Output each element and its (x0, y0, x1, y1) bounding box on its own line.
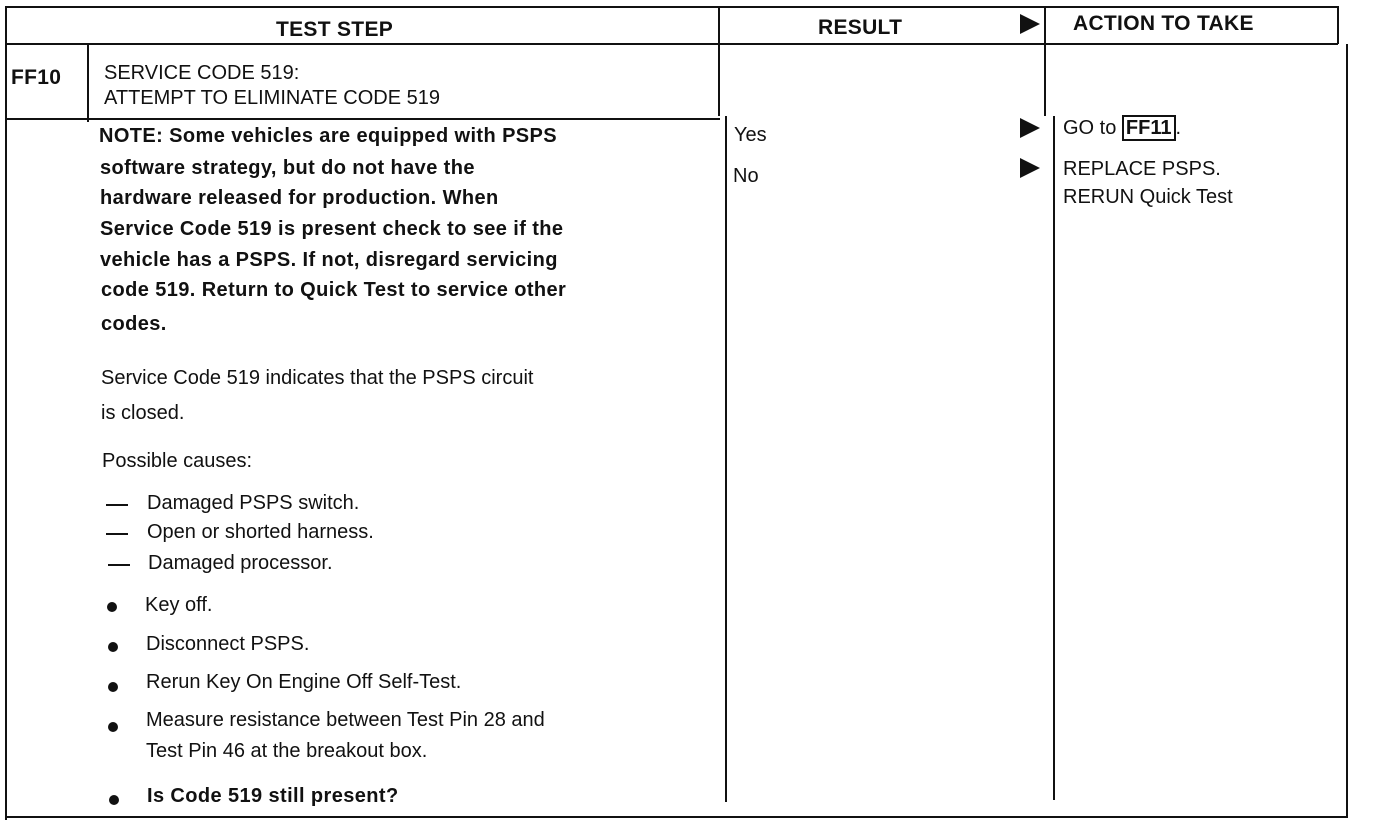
cause-item: Open or shorted harness. (147, 521, 374, 543)
procedure-step: Rerun Key On Engine Off Self-Test. (146, 671, 462, 693)
step-code: FF10 (11, 66, 62, 89)
bullet-icon (108, 682, 118, 692)
note-line: codes. (101, 313, 167, 335)
result-no: No (733, 165, 759, 187)
indicates-line1: Service Code 519 indicates that the PSPS circuit (101, 367, 534, 389)
border-right-lower (1346, 44, 1348, 818)
action-goto-prefix: GO to (1063, 117, 1117, 139)
procedure-step: Disconnect PSPS. (146, 633, 310, 655)
action-replace: REPLACE PSPS. (1063, 158, 1221, 180)
result-yes: Yes (734, 124, 767, 146)
border-top (6, 6, 1338, 8)
possible-causes-heading: Possible causes: (102, 450, 253, 472)
divider-result-action-lower (1053, 116, 1055, 800)
divider-result-action (1044, 6, 1046, 116)
action-rerun: RERUN Quick Test (1063, 186, 1233, 208)
action-goto-suffix: . (1175, 117, 1182, 139)
bullet-icon (107, 602, 117, 612)
note-line: Service Code 519 is present check to see if the (100, 218, 564, 240)
step-code-divider (87, 44, 89, 122)
procedure-question: Is Code 519 still present? (147, 785, 399, 807)
arrow-yes-icon (1020, 118, 1040, 138)
step-title-underline (6, 118, 720, 120)
header-arrow-icon (1020, 14, 1040, 34)
header-test-step: TEST STEP (276, 18, 394, 41)
note-line: vehicle has a PSPS. If not, disregard servicing (100, 249, 558, 271)
bullet-icon (108, 642, 118, 652)
note-line: code 519. Return to Quick Test to service other (101, 279, 567, 301)
action-goto (1063, 118, 1181, 138)
procedure-step-continued: Test Pin 46 at the breakout box. (146, 740, 428, 762)
note-line: software strategy, but do not have the (100, 157, 475, 179)
border-bottom (6, 816, 1348, 818)
bullet-icon (108, 722, 118, 732)
procedure-step: Key off. (145, 594, 213, 616)
dash-icon (106, 504, 128, 506)
divider-teststep-result (718, 6, 720, 116)
divider-teststep-result-lower (725, 116, 727, 802)
border-right (1337, 6, 1339, 44)
header-divider (6, 43, 1338, 45)
cause-item: Damaged PSPS switch. (147, 492, 360, 514)
procedure-step: Measure resistance between Test Pin 28 and (146, 709, 545, 731)
header-result: RESULT (818, 16, 903, 39)
step-ref-ff11-link[interactable]: FF11 (1122, 115, 1176, 141)
step-title-line1: SERVICE CODE 519: (104, 62, 300, 84)
cause-item: Damaged processor. (148, 552, 333, 574)
arrow-no-icon (1020, 158, 1040, 178)
note-line: NOTE: Some vehicles are equipped with PSPS (99, 125, 558, 147)
indicates-line2: is closed. (101, 402, 185, 424)
note-line: hardware released for production. When (100, 187, 499, 209)
bullet-icon (109, 795, 119, 805)
step-title-line2: ATTEMPT TO ELIMINATE CODE 519 (104, 87, 441, 109)
border-left (5, 6, 7, 820)
header-action-to-take: ACTION TO TAKE (1073, 12, 1254, 35)
dash-icon (108, 564, 130, 566)
dash-icon (106, 533, 128, 535)
